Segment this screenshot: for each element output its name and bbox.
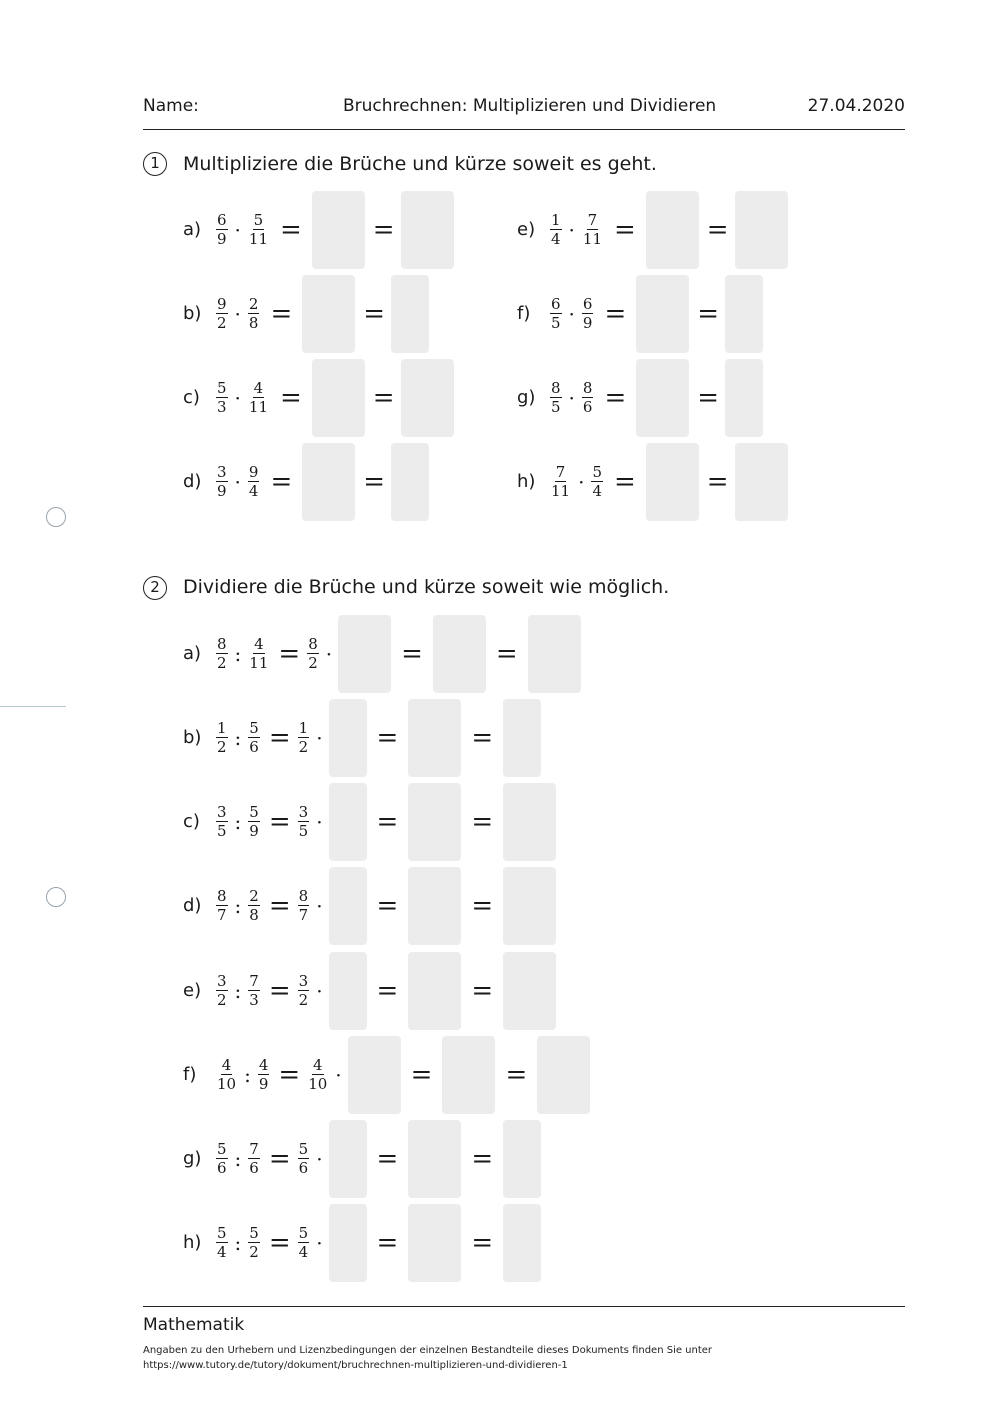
denominator: 6: [298, 1159, 309, 1177]
fraction-b: [248, 381, 269, 415]
numerator: 7: [249, 972, 259, 990]
numerator: 3: [298, 972, 309, 990]
task2-title: Dividiere die Brüche und kürze soweit wie möglich.: [183, 576, 670, 598]
denominator: 11: [551, 482, 571, 500]
denominator: 4: [592, 482, 602, 500]
numerator: 5: [253, 211, 264, 229]
equals-sign: =: [471, 807, 494, 837]
answer-box[interactable]: [503, 1120, 541, 1198]
equals-sign: =: [376, 1144, 399, 1174]
fraction-a-repeat: [307, 637, 319, 671]
answer-box[interactable]: [528, 615, 581, 693]
fraction-a: [216, 721, 228, 755]
fraction-b: [248, 721, 260, 755]
denominator: 2: [298, 991, 309, 1009]
equals-sign: =: [268, 1144, 291, 1174]
exercise-label: d): [183, 895, 202, 916]
exercise-row: [183, 274, 503, 354]
exercise-label: a): [183, 219, 202, 240]
denominator: 10: [217, 1075, 237, 1093]
exercise-label: g): [183, 1148, 202, 1169]
equals-sign: =: [268, 891, 291, 921]
numerator: 1: [298, 719, 309, 737]
answer-box[interactable]: [329, 952, 367, 1030]
exercise-label: e): [183, 980, 202, 1001]
exercise-label: h): [183, 1232, 202, 1253]
equals-sign: =: [697, 383, 720, 413]
denominator: 10: [308, 1075, 328, 1093]
denominator: 8: [248, 314, 259, 332]
fold-mark: [0, 706, 66, 707]
answer-box[interactable]: [503, 699, 541, 777]
answer-box[interactable]: [735, 191, 788, 269]
exercise-row: [183, 190, 503, 270]
denominator: 6: [582, 398, 593, 416]
exercise-row: [517, 358, 837, 438]
license-url[interactable]: https://www.tutory.de/tutory/dokument/bruchrechnen-multiplizieren-und-dividieren-1: [143, 1360, 568, 1371]
numerator: 5: [249, 1224, 259, 1242]
exercise-row: [183, 358, 503, 438]
footer-rule: [143, 1306, 905, 1307]
fraction-b: [248, 297, 260, 331]
multiply-operator: ·: [316, 1147, 323, 1171]
answer-box[interactable]: [329, 699, 367, 777]
answer-box[interactable]: [348, 1036, 401, 1114]
exercise-label: c): [183, 811, 200, 832]
fraction-a: [216, 213, 228, 247]
numerator: 4: [253, 379, 264, 397]
answer-box[interactable]: [302, 275, 355, 353]
answer-box[interactable]: [503, 1204, 541, 1282]
fraction-a-repeat: [298, 721, 310, 755]
fraction-a: [216, 1058, 237, 1092]
answer-box[interactable]: [401, 191, 454, 269]
fraction-a: [216, 637, 228, 671]
denominator: 3: [249, 991, 259, 1009]
denominator: 2: [217, 991, 227, 1009]
denominator: 2: [308, 654, 318, 672]
answer-box[interactable]: [433, 615, 486, 693]
equals-sign: =: [363, 299, 386, 329]
multiply-operator: ·: [568, 302, 575, 326]
divide-operator: :: [234, 979, 242, 1003]
expression: [215, 866, 556, 946]
denominator: 9: [249, 822, 259, 840]
answer-box[interactable]: [302, 443, 355, 521]
numerator: 5: [249, 803, 259, 821]
fraction-b: [248, 1142, 260, 1176]
expression: [215, 1203, 541, 1283]
multiply-operator: ·: [316, 894, 323, 918]
multiply-operator: ·: [335, 1063, 342, 1087]
fraction-b: [591, 465, 603, 499]
fraction-a-repeat: [298, 1226, 310, 1260]
equals-sign: =: [278, 639, 301, 669]
exercise-row: [517, 274, 837, 354]
denominator: 6: [249, 1159, 259, 1177]
answer-box[interactable]: [442, 1036, 495, 1114]
answer-box[interactable]: [503, 783, 556, 861]
expression: [549, 190, 788, 270]
answer-box[interactable]: [646, 443, 699, 521]
equals-sign: =: [706, 215, 729, 245]
equals-sign: =: [495, 639, 518, 669]
multiply-operator: ·: [316, 810, 323, 834]
expression: [215, 442, 429, 522]
answer-box[interactable]: [503, 952, 556, 1030]
fraction-a: [216, 974, 228, 1008]
date: 27.04.2020: [807, 96, 905, 116]
expression: [215, 274, 429, 354]
expression: [549, 274, 763, 354]
fraction-a-repeat: [298, 974, 310, 1008]
answer-box[interactable]: [312, 191, 365, 269]
exercise-label: d): [183, 471, 202, 492]
answer-box[interactable]: [408, 952, 461, 1030]
equals-sign: =: [604, 299, 627, 329]
divide-operator: :: [234, 1147, 242, 1171]
answer-box[interactable]: [312, 359, 365, 437]
denominator: 4: [217, 1243, 227, 1261]
answer-box[interactable]: [329, 1120, 367, 1198]
answer-box[interactable]: [725, 275, 763, 353]
numerator: 8: [298, 887, 309, 905]
numerator: 4: [312, 1056, 323, 1074]
exercise-row: [183, 782, 603, 862]
numerator: 9: [248, 463, 259, 481]
punch-hole-mark: [46, 507, 66, 527]
equals-sign: =: [268, 976, 291, 1006]
numerator: 9: [217, 295, 227, 313]
divide-operator: :: [244, 1063, 251, 1087]
multiply-operator: ·: [234, 386, 241, 410]
exercise-label: e): [517, 219, 536, 240]
denominator: 8: [249, 906, 259, 924]
numerator: 8: [217, 635, 227, 653]
answer-box[interactable]: [391, 443, 429, 521]
equals-sign: =: [697, 299, 720, 329]
fraction-a: [216, 1142, 228, 1176]
exercise-label: c): [183, 387, 200, 408]
answer-box[interactable]: [338, 615, 391, 693]
fraction-a-repeat: [298, 1142, 310, 1176]
fraction-a: [550, 381, 562, 415]
numerator: 3: [298, 803, 309, 821]
denominator: 11: [582, 230, 602, 248]
expression: [215, 1119, 541, 1199]
exercise-row: [183, 866, 603, 946]
answer-box[interactable]: [408, 867, 461, 945]
fraction-a: [216, 297, 228, 331]
answer-box[interactable]: [735, 443, 788, 521]
task2-number-circle: 2: [143, 576, 167, 600]
equals-sign: =: [604, 383, 627, 413]
fraction-b: [248, 889, 260, 923]
multiply-operator: ·: [234, 302, 241, 326]
answer-box[interactable]: [636, 275, 689, 353]
denominator: 2: [249, 1243, 259, 1261]
multiply-operator: ·: [325, 642, 333, 666]
equals-sign: =: [376, 807, 399, 837]
answer-box[interactable]: [329, 1204, 367, 1282]
equals-sign: =: [505, 1060, 528, 1090]
denominator: 4: [248, 482, 259, 500]
denominator: 4: [551, 230, 561, 248]
equals-sign: =: [614, 467, 636, 497]
expression: [215, 698, 541, 778]
answer-box[interactable]: [401, 359, 454, 437]
task1-title: Multipliziere die Brüche und kürze soweit es geht.: [183, 153, 657, 175]
fraction-a: [216, 805, 228, 839]
denominator: 6: [217, 1159, 227, 1177]
fraction-a: [216, 889, 228, 923]
denominator: 2: [217, 738, 227, 756]
fraction-a: [216, 1226, 228, 1260]
exercise-label: f): [183, 1064, 197, 1085]
expression: [215, 1035, 590, 1115]
numerator: 5: [298, 1140, 309, 1158]
fraction-a-repeat: [307, 1058, 328, 1092]
answer-box[interactable]: [329, 867, 367, 945]
denominator: 9: [258, 1075, 269, 1093]
expression: [215, 951, 556, 1031]
numerator: 8: [308, 635, 318, 653]
fraction-b: [248, 974, 260, 1008]
denominator: 5: [217, 822, 227, 840]
equals-sign: =: [268, 1228, 291, 1258]
fraction-b: [248, 637, 269, 671]
exercise-label: g): [517, 387, 536, 408]
numerator: 5: [249, 719, 259, 737]
equals-sign: =: [376, 891, 399, 921]
denominator: 4: [298, 1243, 309, 1261]
exercise-row: [183, 1035, 603, 1115]
numerator: 6: [217, 211, 227, 229]
equals-sign: =: [268, 807, 291, 837]
numerator: 7: [587, 211, 598, 229]
denominator: 2: [298, 738, 309, 756]
exercise-row: [183, 1119, 603, 1199]
equals-sign: =: [372, 215, 395, 245]
numerator: 3: [217, 463, 227, 481]
multiply-operator: ·: [568, 218, 575, 242]
answer-box[interactable]: [503, 867, 556, 945]
numerator: 5: [298, 1224, 309, 1242]
equals-sign: =: [471, 891, 494, 921]
answer-box[interactable]: [391, 275, 429, 353]
equals-sign: =: [280, 383, 302, 413]
divide-operator: :: [234, 726, 242, 750]
equals-sign: =: [471, 1228, 494, 1258]
denominator: 3: [217, 398, 227, 416]
denominator: 5: [551, 314, 561, 332]
fraction-a-repeat: [298, 889, 310, 923]
multiply-operator: ·: [316, 726, 323, 750]
answer-box[interactable]: [636, 359, 689, 437]
divide-operator: :: [234, 810, 242, 834]
equals-sign: =: [706, 467, 729, 497]
divide-operator: :: [234, 642, 242, 666]
fraction-b: [248, 213, 269, 247]
numerator: 8: [217, 887, 227, 905]
fraction-a-repeat: [298, 805, 310, 839]
exercise-row: [183, 614, 603, 694]
answer-box[interactable]: [537, 1036, 590, 1114]
numerator: 7: [555, 463, 566, 481]
fraction-a: [550, 297, 562, 331]
denominator: 9: [582, 314, 593, 332]
equals-sign: =: [471, 723, 494, 753]
numerator: 5: [217, 379, 227, 397]
numerator: 5: [592, 463, 602, 481]
fraction-a: [550, 213, 562, 247]
denominator: 11: [248, 398, 268, 416]
denominator: 2: [217, 314, 227, 332]
fraction-b: [248, 805, 260, 839]
multiply-operator: ·: [234, 218, 241, 242]
numerator: 3: [217, 972, 227, 990]
name-label: Name:: [143, 96, 199, 116]
equals-sign: =: [280, 215, 302, 245]
denominator: 9: [217, 230, 227, 248]
equals-sign: =: [376, 723, 399, 753]
multiply-operator: ·: [578, 470, 585, 494]
denominator: 11: [248, 230, 268, 248]
expression: [215, 358, 454, 438]
exercise-row: [517, 442, 837, 522]
answer-box[interactable]: [408, 1204, 461, 1282]
answer-box[interactable]: [329, 783, 367, 861]
equals-sign: =: [614, 215, 636, 245]
denominator: 6: [249, 738, 259, 756]
expression: [215, 614, 581, 694]
exercise-label: b): [183, 727, 202, 748]
exercise-row: [517, 190, 837, 270]
numerator: 4: [258, 1056, 269, 1074]
answer-box[interactable]: [725, 359, 763, 437]
divide-operator: :: [234, 1231, 242, 1255]
expression: [549, 358, 763, 438]
numerator: 5: [217, 1224, 227, 1242]
numerator: 2: [249, 887, 259, 905]
numerator: 8: [551, 379, 561, 397]
equals-sign: =: [270, 299, 293, 329]
denominator: 7: [217, 906, 227, 924]
equals-sign: =: [401, 639, 423, 669]
divide-operator: :: [234, 894, 242, 918]
fraction-b: [582, 297, 594, 331]
expression: [215, 190, 454, 270]
equals-sign: =: [376, 976, 399, 1006]
exercise-row: [183, 698, 603, 778]
multiply-operator: ·: [316, 1231, 323, 1255]
numerator: 4: [221, 1056, 232, 1074]
denominator: 7: [298, 906, 309, 924]
exercise-row: [183, 1203, 603, 1283]
equals-sign: =: [278, 1060, 301, 1090]
exercise-row: [183, 442, 503, 522]
exercise-label: f): [517, 303, 531, 324]
equals-sign: =: [376, 1228, 399, 1258]
numerator: 6: [551, 295, 561, 313]
multiply-operator: ·: [234, 470, 241, 494]
task1-number-circle: 1: [143, 152, 167, 176]
multiply-operator: ·: [568, 386, 575, 410]
denominator: 11: [249, 654, 269, 672]
equals-sign: =: [372, 383, 395, 413]
answer-box[interactable]: [408, 783, 461, 861]
answer-box[interactable]: [646, 191, 699, 269]
exercise-label: h): [517, 471, 536, 492]
numerator: 1: [217, 719, 227, 737]
fraction-b: [248, 465, 260, 499]
fraction-b: [582, 213, 603, 247]
expression: [215, 782, 556, 862]
header-rule: [143, 129, 905, 130]
denominator: 5: [298, 822, 309, 840]
equals-sign: =: [268, 723, 291, 753]
numerator: 8: [582, 379, 593, 397]
equals-sign: =: [471, 1144, 494, 1174]
denominator: 9: [217, 482, 227, 500]
denominator: 2: [217, 654, 227, 672]
expression: [549, 442, 788, 522]
fraction-a: [550, 465, 571, 499]
numerator: 1: [551, 211, 561, 229]
fraction-b: [582, 381, 594, 415]
page-title: Bruchrechnen: Multiplizieren und Dividieren: [343, 96, 717, 116]
answer-box[interactable]: [408, 1120, 461, 1198]
fraction-a: [216, 381, 228, 415]
fraction-b: [248, 1226, 260, 1260]
answer-box[interactable]: [408, 699, 461, 777]
exercise-label: b): [183, 303, 202, 324]
punch-hole-mark: [46, 887, 66, 907]
numerator: 7: [249, 1140, 259, 1158]
numerator: 6: [582, 295, 593, 313]
denominator: 5: [551, 398, 561, 416]
equals-sign: =: [410, 1060, 433, 1090]
license-text: Angaben zu den Urhebern und Lizenzbedingungen der einzelnen Bestandteile dieses Dokuments finden Sie unter: [143, 1345, 713, 1356]
fraction-b: [258, 1058, 270, 1092]
numerator: 4: [254, 635, 264, 653]
fraction-a: [216, 465, 228, 499]
multiply-operator: ·: [316, 979, 323, 1003]
numerator: 2: [248, 295, 259, 313]
exercise-row: [183, 951, 603, 1031]
numerator: 3: [217, 803, 227, 821]
exercise-label: a): [183, 643, 202, 664]
equals-sign: =: [471, 976, 494, 1006]
numerator: 5: [217, 1140, 227, 1158]
equals-sign: =: [270, 467, 293, 497]
footer-subject: Mathematik: [143, 1315, 245, 1335]
equals-sign: =: [363, 467, 386, 497]
